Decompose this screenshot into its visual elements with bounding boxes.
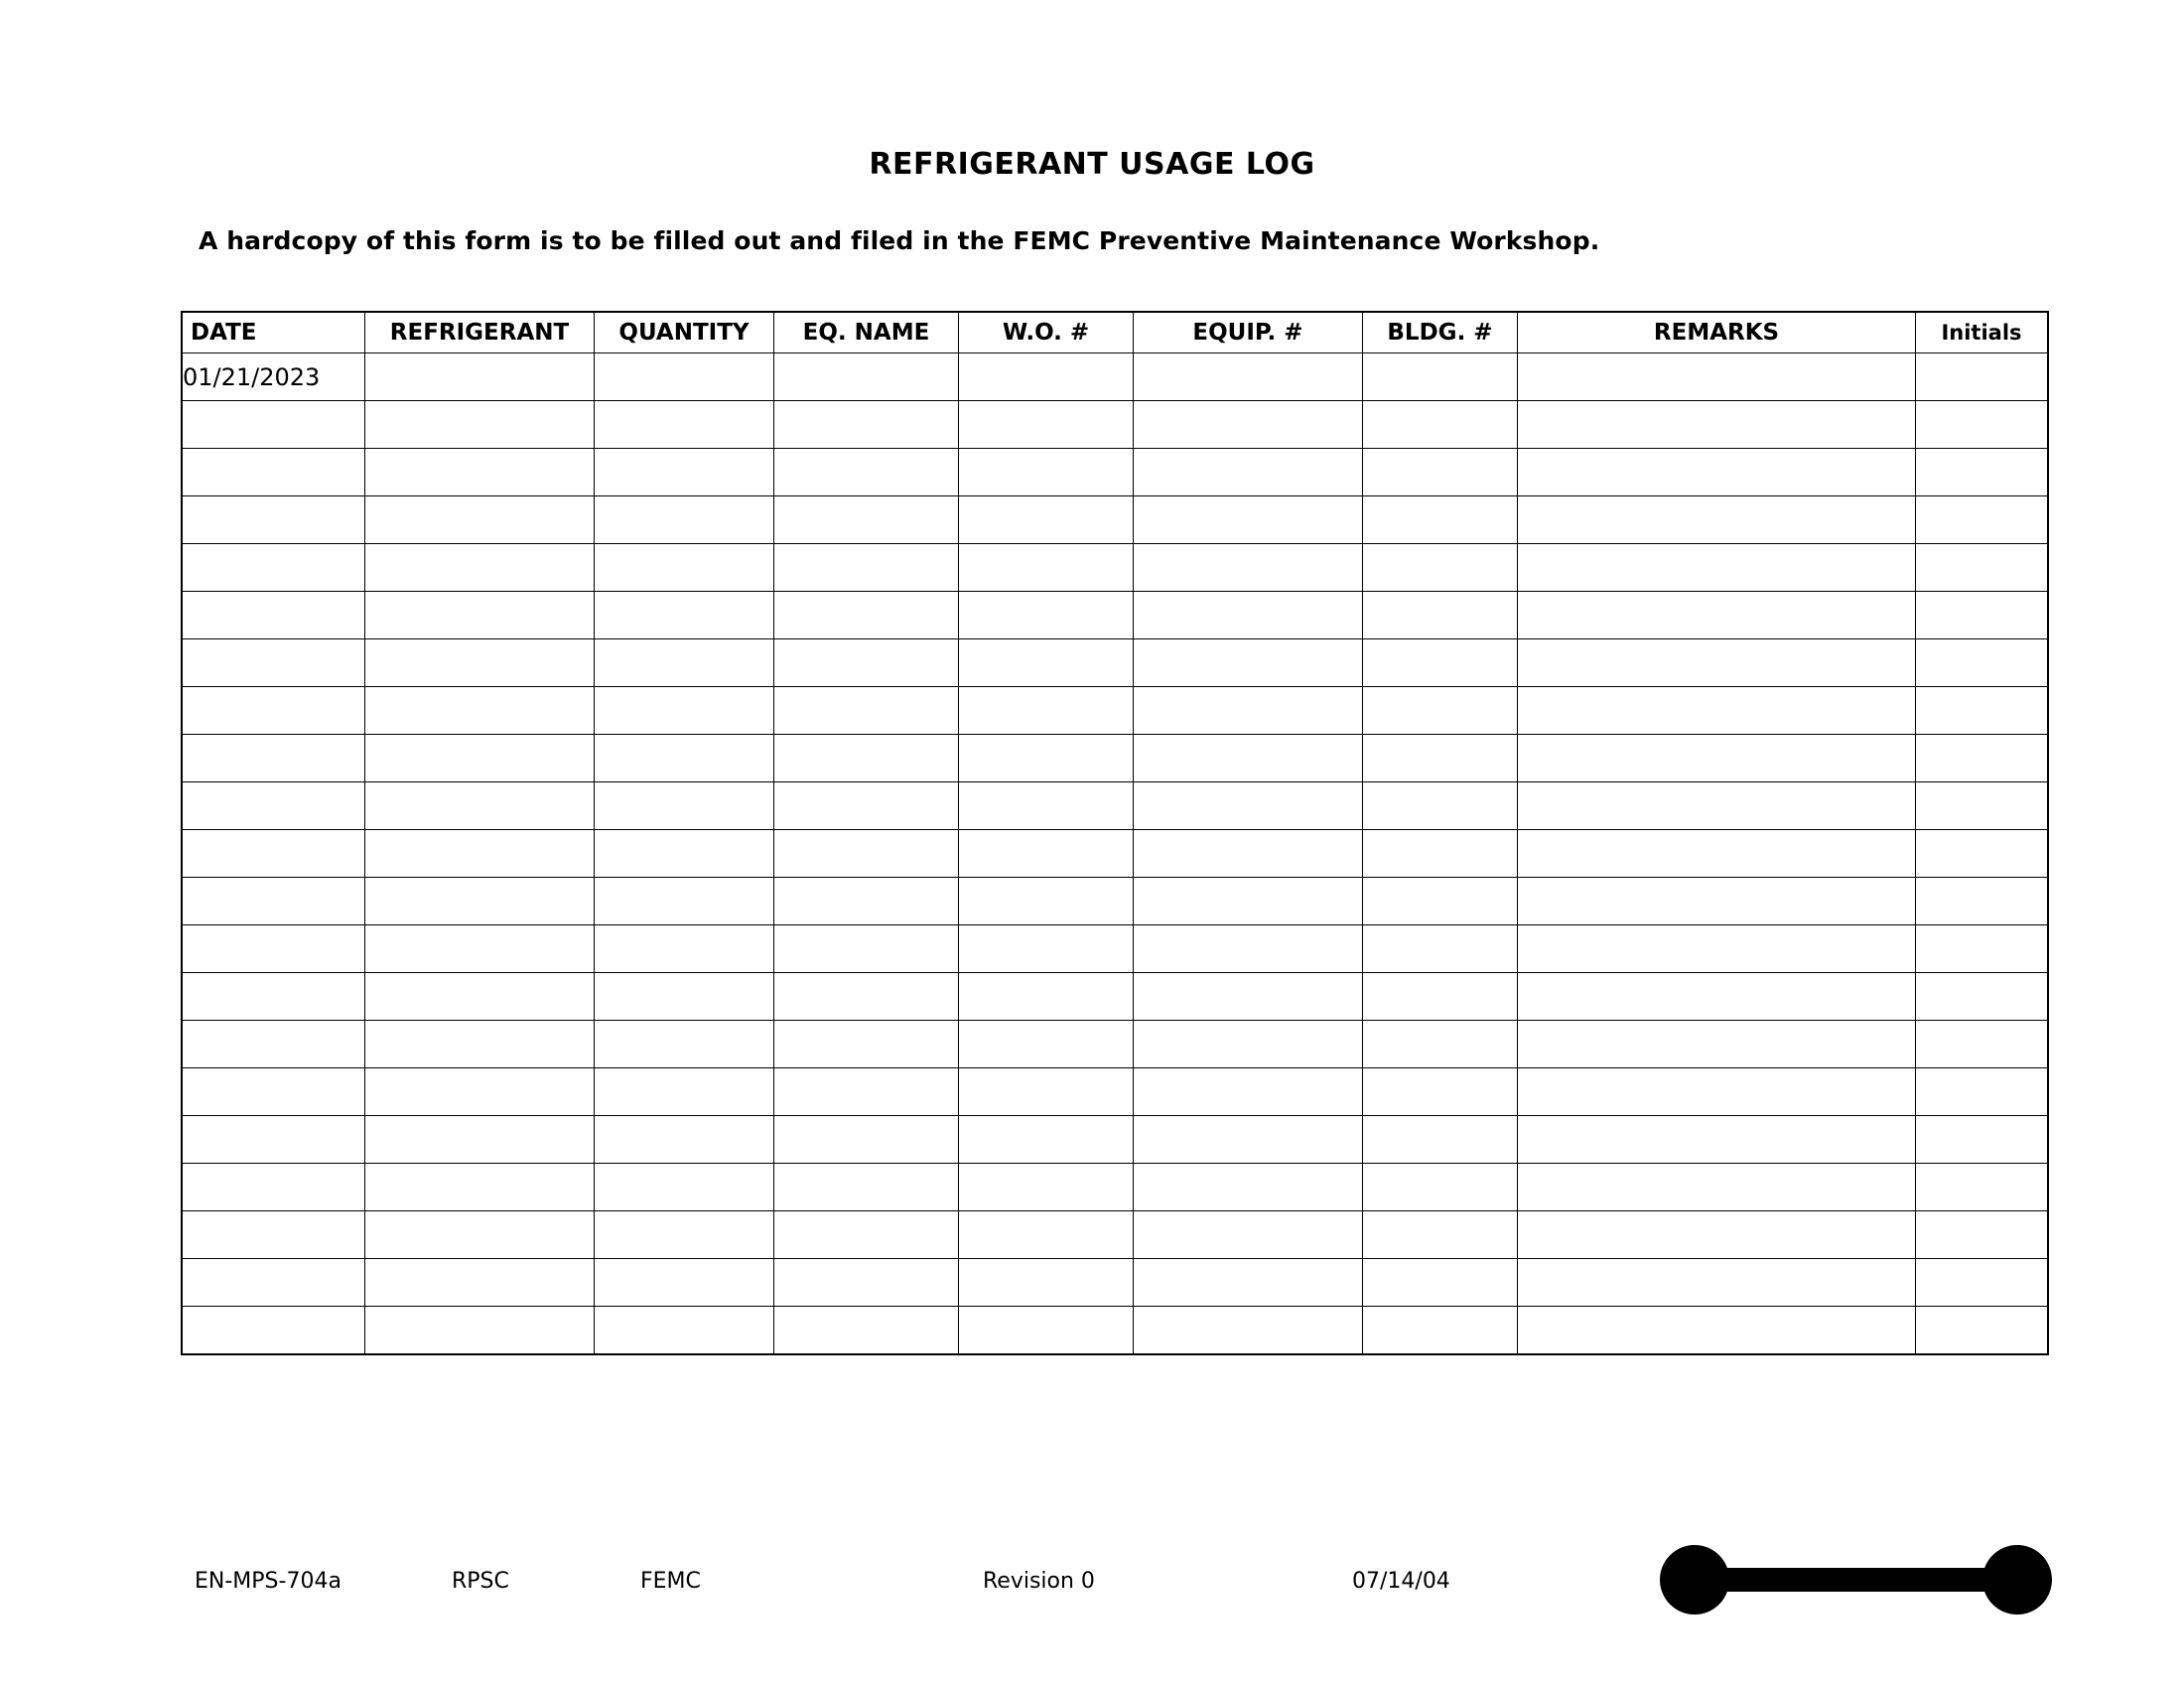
cell-bldg[interactable] <box>1363 1307 1518 1355</box>
table-header <box>182 312 2048 353</box>
cell-date[interactable] <box>182 925 365 973</box>
column-header-quantity: QUANTITY <box>595 312 774 353</box>
cell-remarks[interactable] <box>1518 1021 1916 1068</box>
cell-bldg[interactable] <box>1363 1068 1518 1116</box>
cell-bldg[interactable] <box>1363 496 1518 544</box>
table-row <box>182 1307 2048 1355</box>
cell-remarks[interactable] <box>1518 401 1916 449</box>
cell-remarks[interactable] <box>1518 496 1916 544</box>
cell-equip[interactable] <box>1134 592 1363 639</box>
cell-quantity[interactable] <box>595 592 774 639</box>
cell-bldg[interactable] <box>1363 973 1518 1021</box>
cell-initials[interactable] <box>1916 1116 2049 1164</box>
cell-date[interactable] <box>182 973 365 1021</box>
footer-document-number: EN-MPS-704a <box>195 1569 341 1594</box>
cell-eq-name[interactable] <box>774 830 959 878</box>
cell-initials[interactable] <box>1916 878 2049 925</box>
cell-refrigerant[interactable] <box>365 1211 595 1259</box>
cell-refrigerant[interactable] <box>365 830 595 878</box>
cell-date[interactable] <box>182 1164 365 1211</box>
table-row <box>182 353 2048 401</box>
cell-equip[interactable] <box>1134 496 1363 544</box>
cell-initials[interactable] <box>1916 1259 2049 1307</box>
cell-date[interactable] <box>182 1211 365 1259</box>
cell-date[interactable] <box>182 496 365 544</box>
cell-quantity[interactable] <box>595 1021 774 1068</box>
table-row <box>182 449 2048 496</box>
column-header-equip: EQUIP. # <box>1134 312 1363 353</box>
cell-bldg[interactable] <box>1363 1211 1518 1259</box>
cell-bldg[interactable] <box>1363 544 1518 592</box>
cell-initials[interactable] <box>1916 735 2049 782</box>
cell-remarks[interactable] <box>1518 925 1916 973</box>
cell-initials[interactable] <box>1916 687 2049 735</box>
cell-eq-name[interactable] <box>774 735 959 782</box>
cell-remarks[interactable] <box>1518 449 1916 496</box>
cell-bldg[interactable] <box>1363 878 1518 925</box>
cell-wo[interactable] <box>959 639 1134 687</box>
cell-refrigerant[interactable] <box>365 449 595 496</box>
cell-bldg[interactable] <box>1363 449 1518 496</box>
table-row <box>182 639 2048 687</box>
refrigerant-usage-table <box>181 311 2049 1355</box>
cell-refrigerant[interactable] <box>365 973 595 1021</box>
cell-equip[interactable] <box>1134 1116 1363 1164</box>
column-header-date: DATE <box>182 312 365 353</box>
cell-date[interactable] <box>182 830 365 878</box>
cell-wo[interactable] <box>959 1164 1134 1211</box>
cell-initials[interactable] <box>1916 973 2049 1021</box>
column-header-bldg: BLDG. # <box>1363 312 1518 353</box>
cell-date[interactable] <box>182 592 365 639</box>
table-header-row <box>182 312 2048 353</box>
table-row <box>182 544 2048 592</box>
cell-initials[interactable] <box>1916 592 2049 639</box>
cell-eq-name[interactable] <box>774 925 959 973</box>
cell-bldg[interactable] <box>1363 1021 1518 1068</box>
cell-quantity[interactable] <box>595 401 774 449</box>
column-header-remarks: REMARKS <box>1518 312 1916 353</box>
cell-date[interactable] <box>182 1116 365 1164</box>
cell-date[interactable] <box>182 1068 365 1116</box>
cell-initials[interactable] <box>1916 1164 2049 1211</box>
cell-equip[interactable] <box>1134 1259 1363 1307</box>
cell-eq-name[interactable] <box>774 449 959 496</box>
cell-date[interactable] <box>182 735 365 782</box>
cell-initials[interactable] <box>1916 544 2049 592</box>
cell-equip[interactable] <box>1134 735 1363 782</box>
cell-eq-name[interactable] <box>774 973 959 1021</box>
cell-refrigerant[interactable] <box>365 878 595 925</box>
table-row <box>182 687 2048 735</box>
footer-revision: Revision 0 <box>983 1569 1095 1594</box>
cell-refrigerant[interactable] <box>365 353 595 401</box>
cell-remarks[interactable] <box>1518 878 1916 925</box>
table-row <box>182 1116 2048 1164</box>
cell-eq-name[interactable] <box>774 1021 959 1068</box>
cell-date[interactable] <box>182 687 365 735</box>
footer-site: FEMC <box>640 1569 701 1594</box>
cell-wo[interactable] <box>959 878 1134 925</box>
cell-wo[interactable] <box>959 1211 1134 1259</box>
cell-eq-name[interactable] <box>774 1116 959 1164</box>
cell-wo[interactable] <box>959 1068 1134 1116</box>
cell-remarks[interactable] <box>1518 1164 1916 1211</box>
cell-equip[interactable] <box>1134 544 1363 592</box>
cell-bldg[interactable] <box>1363 1164 1518 1211</box>
cell-date[interactable] <box>182 1021 365 1068</box>
cell-initials[interactable] <box>1916 830 2049 878</box>
cell-initials[interactable] <box>1916 1068 2049 1116</box>
cell-date[interactable] <box>182 544 365 592</box>
cell-wo[interactable] <box>959 973 1134 1021</box>
cell-equip[interactable] <box>1134 1307 1363 1355</box>
cell-refrigerant[interactable] <box>365 496 595 544</box>
cell-quantity[interactable] <box>595 925 774 973</box>
cell-refrigerant[interactable] <box>365 639 595 687</box>
refrigerant-usage-table-wrapper <box>181 311 2029 1355</box>
cell-refrigerant[interactable] <box>365 925 595 973</box>
table-row <box>182 830 2048 878</box>
cell-wo[interactable] <box>959 544 1134 592</box>
cell-wo[interactable] <box>959 830 1134 878</box>
cell-equip[interactable] <box>1134 830 1363 878</box>
logo-dot-left <box>1660 1545 1729 1615</box>
cell-bldg[interactable] <box>1363 592 1518 639</box>
cell-bldg[interactable] <box>1363 830 1518 878</box>
cell-eq-name[interactable] <box>774 687 959 735</box>
cell-initials[interactable] <box>1916 496 2049 544</box>
cell-refrigerant[interactable] <box>365 544 595 592</box>
column-header-wo: W.O. # <box>959 312 1134 353</box>
cell-refrigerant[interactable] <box>365 1259 595 1307</box>
logo-bar <box>1688 1568 2025 1592</box>
cell-quantity[interactable] <box>595 973 774 1021</box>
cell-initials[interactable] <box>1916 449 2049 496</box>
cell-initials[interactable] <box>1916 353 2049 401</box>
cell-remarks[interactable] <box>1518 353 1916 401</box>
table-row <box>182 592 2048 639</box>
column-header-eq-name: EQ. NAME <box>774 312 959 353</box>
cell-equip[interactable] <box>1134 353 1363 401</box>
cell-equip[interactable] <box>1134 401 1363 449</box>
cell-equip[interactable] <box>1134 1021 1363 1068</box>
cell-bldg[interactable] <box>1363 353 1518 401</box>
cell-quantity[interactable] <box>595 1164 774 1211</box>
cell-remarks[interactable] <box>1518 830 1916 878</box>
cell-date[interactable] <box>182 878 365 925</box>
cell-wo[interactable] <box>959 782 1134 830</box>
cell-remarks[interactable] <box>1518 735 1916 782</box>
cell-wo[interactable] <box>959 1021 1134 1068</box>
cell-wo[interactable] <box>959 401 1134 449</box>
cell-wo[interactable] <box>959 925 1134 973</box>
cell-date[interactable] <box>182 782 365 830</box>
cell-eq-name[interactable] <box>774 878 959 925</box>
cell-quantity[interactable] <box>595 1307 774 1355</box>
cell-refrigerant[interactable] <box>365 687 595 735</box>
cell-bldg[interactable] <box>1363 401 1518 449</box>
table-row <box>182 1211 2048 1259</box>
column-header-refrigerant: REFRIGERANT <box>365 312 595 353</box>
page-title: REFRIGERANT USAGE LOG <box>869 147 1315 182</box>
table-row <box>182 496 2048 544</box>
cell-equip[interactable] <box>1134 878 1363 925</box>
cell-quantity[interactable] <box>595 353 774 401</box>
cell-wo[interactable] <box>959 1259 1134 1307</box>
cell-bldg[interactable] <box>1363 687 1518 735</box>
table-row <box>182 973 2048 1021</box>
cell-remarks[interactable] <box>1518 687 1916 735</box>
cell-equip[interactable] <box>1134 925 1363 973</box>
cell-quantity[interactable] <box>595 544 774 592</box>
cell-wo[interactable] <box>959 735 1134 782</box>
cell-remarks[interactable] <box>1518 544 1916 592</box>
cell-equip[interactable] <box>1134 782 1363 830</box>
cell-wo[interactable] <box>959 687 1134 735</box>
form-instruction: A hardcopy of this form is to be filled out and filed in the FEMC Preventive Maintenance Workshop. <box>199 226 1600 255</box>
cell-eq-name[interactable] <box>774 782 959 830</box>
cell-remarks[interactable] <box>1518 592 1916 639</box>
cell-wo[interactable] <box>959 353 1134 401</box>
table-row <box>182 878 2048 925</box>
cell-refrigerant[interactable] <box>365 592 595 639</box>
cell-quantity[interactable] <box>595 449 774 496</box>
cell-eq-name[interactable] <box>774 639 959 687</box>
cell-refrigerant[interactable] <box>365 1068 595 1116</box>
cell-eq-name[interactable] <box>774 1068 959 1116</box>
cell-date[interactable]: 01/21/2023 <box>182 353 365 401</box>
table-row <box>182 401 2048 449</box>
cell-eq-name[interactable] <box>774 353 959 401</box>
cell-wo[interactable] <box>959 496 1134 544</box>
cell-bldg[interactable] <box>1363 735 1518 782</box>
cell-eq-name[interactable] <box>774 1164 959 1211</box>
cell-eq-name[interactable] <box>774 1307 959 1355</box>
cell-equip[interactable] <box>1134 639 1363 687</box>
cell-date[interactable] <box>182 449 365 496</box>
cell-equip[interactable] <box>1134 1211 1363 1259</box>
cell-remarks[interactable] <box>1518 1116 1916 1164</box>
cell-refrigerant[interactable] <box>365 782 595 830</box>
cell-initials[interactable] <box>1916 782 2049 830</box>
logo-dot-right <box>1982 1545 2052 1615</box>
cell-bldg[interactable] <box>1363 1259 1518 1307</box>
cell-bldg[interactable] <box>1363 925 1518 973</box>
table-row <box>182 735 2048 782</box>
cell-eq-name[interactable] <box>774 1211 959 1259</box>
cell-eq-name[interactable] <box>774 592 959 639</box>
cell-quantity[interactable] <box>595 830 774 878</box>
cell-quantity[interactable] <box>595 735 774 782</box>
cell-remarks[interactable] <box>1518 1307 1916 1355</box>
cell-remarks[interactable] <box>1518 782 1916 830</box>
cell-remarks[interactable] <box>1518 1259 1916 1307</box>
cell-initials[interactable] <box>1916 1021 2049 1068</box>
cell-refrigerant[interactable] <box>365 735 595 782</box>
cell-refrigerant[interactable] <box>365 1116 595 1164</box>
cell-initials[interactable] <box>1916 1307 2049 1355</box>
cell-initials[interactable] <box>1916 1211 2049 1259</box>
cell-quantity[interactable] <box>595 496 774 544</box>
cell-equip[interactable] <box>1134 1068 1363 1116</box>
cell-date[interactable] <box>182 1307 365 1355</box>
cell-initials[interactable] <box>1916 639 2049 687</box>
cell-quantity[interactable] <box>595 639 774 687</box>
cell-refrigerant[interactable] <box>365 1307 595 1355</box>
cell-refrigerant[interactable] <box>365 1021 595 1068</box>
table-row <box>182 782 2048 830</box>
column-header-initials: Initials <box>1916 312 2049 353</box>
table-row <box>182 925 2048 973</box>
cell-eq-name[interactable] <box>774 496 959 544</box>
cell-quantity[interactable] <box>595 1259 774 1307</box>
cell-bldg[interactable] <box>1363 782 1518 830</box>
table-row <box>182 1164 2048 1211</box>
cell-equip[interactable] <box>1134 1164 1363 1211</box>
cell-date[interactable] <box>182 639 365 687</box>
cell-date[interactable] <box>182 1259 365 1307</box>
cell-wo[interactable] <box>959 449 1134 496</box>
table-body <box>182 353 2048 1355</box>
cell-initials[interactable] <box>1916 925 2049 973</box>
cell-remarks[interactable] <box>1518 1211 1916 1259</box>
table-row <box>182 1021 2048 1068</box>
cell-equip[interactable] <box>1134 449 1363 496</box>
cell-quantity[interactable] <box>595 782 774 830</box>
cell-eq-name[interactable] <box>774 1259 959 1307</box>
cell-initials[interactable] <box>1916 401 2049 449</box>
cell-quantity[interactable] <box>595 1068 774 1116</box>
cell-wo[interactable] <box>959 1116 1134 1164</box>
cell-bldg[interactable] <box>1363 639 1518 687</box>
cell-equip[interactable] <box>1134 973 1363 1021</box>
cell-refrigerant[interactable] <box>365 1164 595 1211</box>
cell-eq-name[interactable] <box>774 544 959 592</box>
footer-date: 07/14/04 <box>1352 1569 1450 1594</box>
cell-date[interactable] <box>182 401 365 449</box>
cell-quantity[interactable] <box>595 878 774 925</box>
cell-remarks[interactable] <box>1518 973 1916 1021</box>
cell-eq-name[interactable] <box>774 401 959 449</box>
cell-bldg[interactable] <box>1363 1116 1518 1164</box>
table-row <box>182 1259 2048 1307</box>
cell-refrigerant[interactable] <box>365 401 595 449</box>
cell-quantity[interactable] <box>595 1211 774 1259</box>
cell-remarks[interactable] <box>1518 1068 1916 1116</box>
cell-remarks[interactable] <box>1518 639 1916 687</box>
table-row <box>182 1068 2048 1116</box>
dumbbell-logo-icon <box>1660 1545 2052 1615</box>
cell-quantity[interactable] <box>595 1116 774 1164</box>
cell-wo[interactable] <box>959 592 1134 639</box>
footer-organization: RPSC <box>452 1569 509 1594</box>
cell-wo[interactable] <box>959 1307 1134 1355</box>
cell-equip[interactable] <box>1134 687 1363 735</box>
cell-quantity[interactable] <box>595 687 774 735</box>
